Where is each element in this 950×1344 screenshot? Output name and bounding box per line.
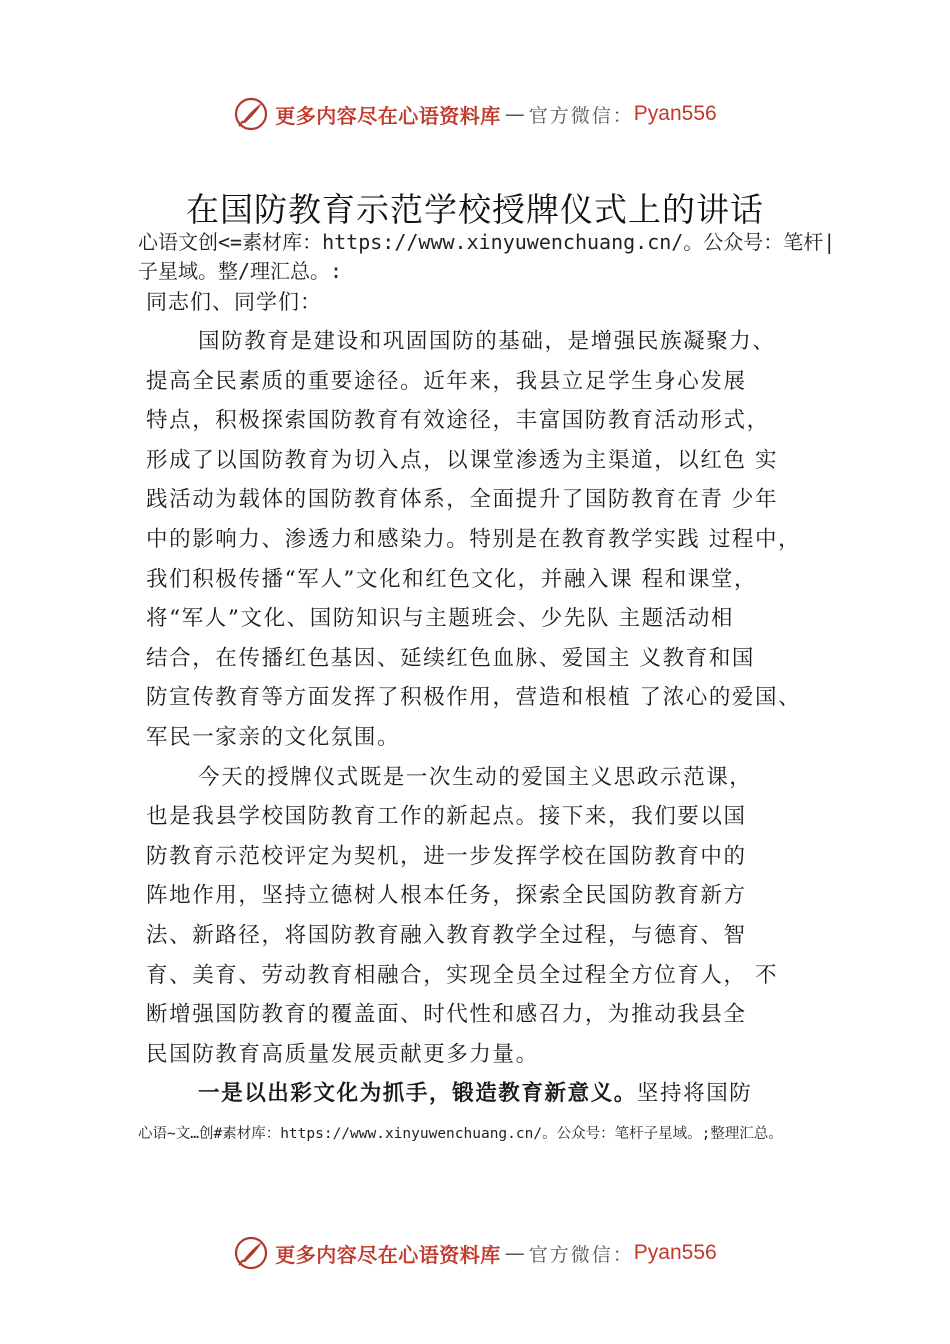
banner-separator: — xyxy=(504,1241,525,1265)
text-line: 我们积极传播“军人”文化和红色文化，并融入课 程和课堂， xyxy=(146,566,758,592)
top-banner xyxy=(0,92,950,136)
paragraph-2 xyxy=(146,758,846,1075)
text-line: 民国防教育高质量发展贡献更多力量。 xyxy=(146,1041,539,1067)
quill-seal-icon xyxy=(233,1235,269,1271)
point-1-line xyxy=(146,1074,846,1114)
source-note: 心语文创<=素材库：https://www.xinyuwenchuang.cn/。公众号：笔杆|子星域。整/理汇总。: xyxy=(138,230,836,283)
document-body xyxy=(146,322,846,1114)
text-line: 践活动为载体的国防教育体系，全面提升了国防教育在青 少年 xyxy=(146,487,779,513)
point-1-text: 坚持将国防 xyxy=(636,1081,753,1107)
footer-source-note: 心语~文…创#素材库：https://www.xinyuwenchuang.cn/。公众号：笔杆子星域。;整理汇总。 xyxy=(138,1126,783,1142)
text-line: 阵地作用，坚持立德树人根本任务，探索全民国防教育新方 xyxy=(146,883,747,909)
banner-separator: — xyxy=(504,102,525,126)
text-line: 也是我县学校国防教育工作的新起点。接下来，我们要以国 xyxy=(146,804,747,830)
text-line: 断增强国防教育的覆盖面、时代性和感召力，为推动我县全 xyxy=(146,1002,747,1028)
text-line: 防教育示范校评定为契机，进一步发挥学校在国防教育中的 xyxy=(146,843,747,869)
bottom-banner xyxy=(0,1231,950,1275)
text-line: 提高全民素质的重要途径。近年来，我县立足学生身心发展 xyxy=(146,368,747,394)
banner-wechat-id: Pyan556 xyxy=(633,102,717,125)
document-title: 在国防教育示范学校授牌仪式上的讲话 xyxy=(186,190,764,229)
salutation: 同志们、同学们： xyxy=(146,290,322,314)
banner-wechat-label: 官方微信： xyxy=(528,104,634,127)
text-line: 特点，积极探索国防教育有效途径，丰富国防教育活动形式， xyxy=(146,408,770,434)
text-line: 法、新路径，将国防教育融入教育教学全过程，与德育、智 xyxy=(146,922,747,948)
text-line: 育、美育、劳动教育相融合，实现全员全过程全方位育人， 不 xyxy=(146,962,779,988)
text-line: 军民一家亲的文化氛围。 xyxy=(146,724,401,750)
banner-wechat-label: 官方微信： xyxy=(528,1243,634,1266)
banner-wechat-id: Pyan556 xyxy=(633,1241,717,1264)
text-line: 国防教育是建设和巩固国防的基础，是增强民族凝聚力、 xyxy=(198,329,776,354)
text-line: 防宣传教育等方面发挥了积极作用，营造和根植 了浓心的爱国、 xyxy=(146,685,802,711)
paragraph-1 xyxy=(146,322,846,758)
quill-seal-icon xyxy=(233,96,269,132)
text-line: 形成了以国防教育为切入点，以课堂渗透为主渠道，以红色 实 xyxy=(146,447,779,473)
text-line: 结合，在传播红色基因、延续红色血脉、爱国主 义教育和国 xyxy=(146,645,756,671)
text-line: 中的影响力、渗透力和感染力。特别是在教育教学实践 过程中， xyxy=(146,526,802,552)
text-line: 今天的授牌仪式既是一次生动的爱国主义思政示范课， xyxy=(198,764,753,790)
banner-text: 更多内容尽在心语资料库 xyxy=(275,1242,501,1267)
point-1-heading: 一是以出彩文化为抓手，锻造教育新意义。 xyxy=(198,1081,637,1107)
banner-text: 更多内容尽在心语资料库 xyxy=(275,103,501,128)
text-line: 将“军人”文化、国防知识与主题班会、少先队 主题活动相 xyxy=(146,606,735,632)
